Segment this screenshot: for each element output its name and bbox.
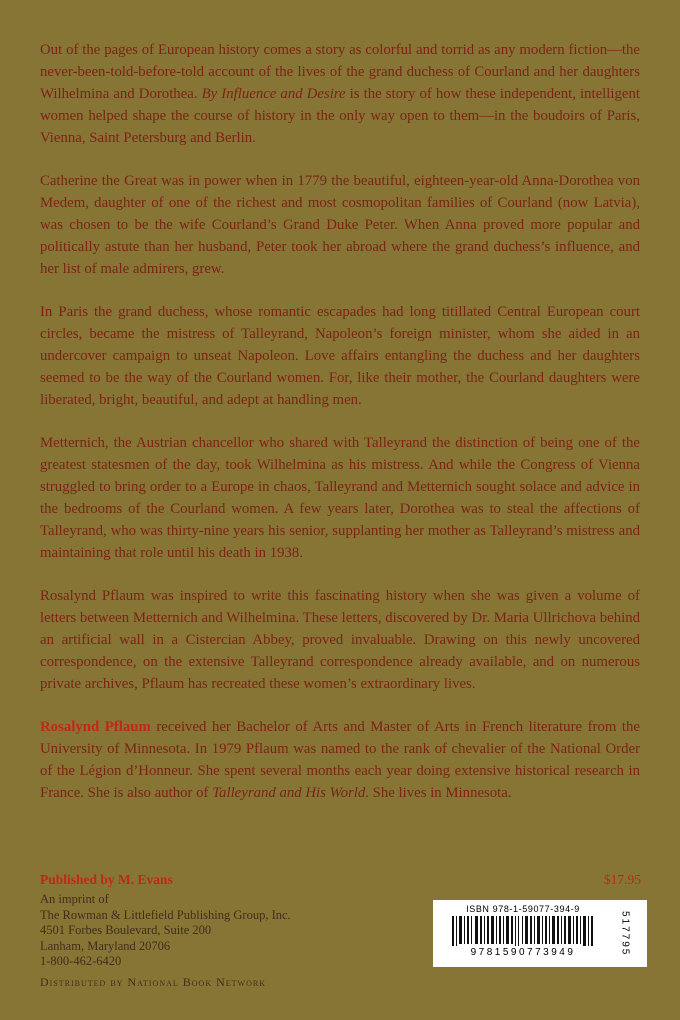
isbn-barcode xyxy=(433,900,647,967)
imprint-line: An imprint of xyxy=(40,892,109,906)
price-addon-number: 517795 xyxy=(619,911,631,957)
phone-line: 1-800-462-6420 xyxy=(40,954,122,968)
text-run: received her Bachelor of Arts and Master of Arts in French literature from the University of Minnesota. In 1979 Pflaum was named to the rank of chevalier of the National Order of the Légion d’Honneur. She spent several months each year doing extensive historical research in France. She is also author of xyxy=(40,719,640,801)
synopsis-paragraph-4 xyxy=(40,432,640,564)
text-run: Out of the pages of European history comes a story as colorful and torrid as any modern fiction—the never-been-told-before-told account of the lives of the grand duchess of Courland and her daughters Wilhelmina and Dorothea. xyxy=(40,42,640,102)
city-state-line: Lanham, Maryland 20706 xyxy=(40,938,171,953)
synopsis-paragraph-3 xyxy=(40,301,640,411)
barcode-price-addon xyxy=(605,904,645,964)
text-run: Rosalynd Pflaum was inspired to write this fascinating history when she was given a volume of letters between Metternich and Wilhelmina. These letters, discovered by Dr. Maria Ullrichova behind an artificial wall in a Cistercian Abbey, proved invaluable. Drawing on this newly uncovered correspondence, on the extensive Talleyrand correspondence already available, and on numerous private archives, Pflaum has recreated these women’s extraordinary lives. xyxy=(40,588,640,692)
text-run: In Paris the grand duchess, whose romantic escapades had long titillated Central European court circles, became the mistress of Talleyrand, Napoleon’s foreign minister, whom she aided in an undercover campaign to unseat Napoleon. Love affairs entangling the duchess and her daughters seemed to be the way of the Courland women. For, like their mother, the Courland daughters were liberated, bright, beautiful, and adept at handling men. xyxy=(40,304,640,408)
isbn-label: ISBN 978-1-59077-394-9 xyxy=(466,904,580,914)
isbn-number: 9781590773949 xyxy=(470,947,576,958)
publisher-info xyxy=(40,872,420,990)
price-and-barcode xyxy=(433,872,647,990)
synopsis-paragraph-1 xyxy=(40,39,640,149)
text-run: is the story of how these independent, intelligent women helped shape the course of history in the only way open to them—in the boudoirs of Paris, Vienna, Saint Petersburg and Berlin. xyxy=(40,86,640,146)
barcode-bars-icon xyxy=(452,916,594,946)
synopsis-paragraph-5 xyxy=(40,585,640,695)
text-run: . She lives in Minnesota. xyxy=(365,785,512,801)
distributed-by-line: Distributed by National Book Network xyxy=(40,974,266,989)
publisher-footer xyxy=(40,872,647,990)
text-run: Catherine the Great was in power when in 1779 the beautiful, eighteen-year-old Anna-Dorothea von Medem, daughter of one of the richest and most cosmopolitan families of Courland (now Latvia), was chosen to be the wife Courland’s Grand Duke Peter. When Anna proved more popular and politically astute than her husband, Peter took her abroad where the grand duchess’s influence, and her list of male admirers, grew. xyxy=(40,173,640,277)
published-by-label: Published by M. Evans xyxy=(40,872,173,887)
barcode-main xyxy=(441,904,605,964)
price-label: $17.95 xyxy=(603,872,641,887)
synopsis-paragraph-2 xyxy=(40,170,640,280)
publishing-group-line: The Rowman & Littlefield Publishing Group, Inc. xyxy=(40,907,291,922)
other-book-title-italic: Talleyrand and His World xyxy=(212,785,366,801)
text-run: Metternich, the Austrian chancellor who shared with Talleyrand the distinction of being one of the greatest statesmen of the day, took Wilhelmina as his mistress. And while the Congress of Vienna struggled to bring order to a Europe in chaos, Talleyrand and Metternich sought solace and advice in the bedrooms of the Courland women. A few years later, Dorothea was to steal the affections of Talleyrand, who was thirty-nine years his senior, supplanting her mother as Talleyrand’s mistress and maintaining that role until his death in 1938. xyxy=(40,435,640,561)
author-bio-paragraph xyxy=(40,716,640,804)
author-name-highlight: Rosalynd Pflaum xyxy=(40,719,151,735)
book-title-italic: By Influence and Desire xyxy=(201,86,346,102)
street-address-line: 4501 Forbes Boulevard, Suite 200 xyxy=(40,923,212,937)
